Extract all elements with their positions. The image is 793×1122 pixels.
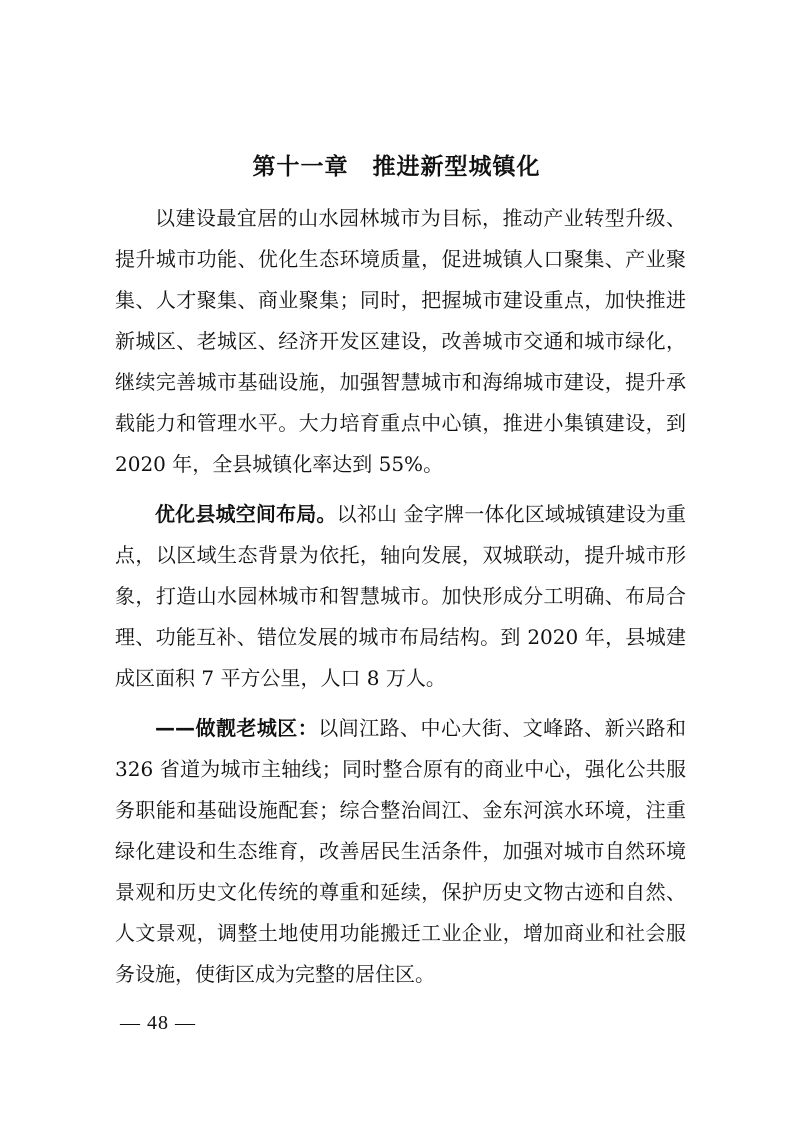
paragraph-lead: ——做靓老城区： bbox=[155, 716, 319, 740]
page-number: — 48 — bbox=[120, 1012, 196, 1034]
paragraph-county-layout bbox=[115, 494, 686, 699]
chapter-number: 第十一章 bbox=[252, 154, 349, 180]
paragraph-text: 以建设最宜居的山水园林城市为目标，推动产业转型升级、提升城市功能、优化生态环境质量，促进城镇人口聚集、产业聚集、人才聚集、商业聚集；同时，把握城市建设重点，加快推进新城区、老城区、经济开发区建设，改善城市交通和城市绿化，继续完善城市基础设施，加强智慧城市和海绵城市建设，提升承载能力和管理水平。大力培育重点中心镇，推进小集镇建设，到 2020 年，全县城镇化率达到 55%。 bbox=[115, 206, 686, 476]
paragraph-intro bbox=[115, 198, 686, 485]
paragraph-old-district bbox=[115, 708, 686, 995]
paragraph-lead: 优化县城空间布局。 bbox=[155, 502, 337, 526]
chapter-heading bbox=[0, 148, 793, 181]
chapter-title: 推进新型城镇化 bbox=[372, 154, 541, 180]
paragraph-text: 以祁山 金字牌一体化区域城镇建设为重点，以区域生态背景为依托，轴向发展，双城联动，提升城市形象，打造山水园林城市和智慧城市。加快形成分工明确、布局合理、功能互补、错位发展的城市布局结构。到 2020 年，县城建成区面积 7 平方公里，人口 8 万人。 bbox=[115, 502, 687, 690]
paragraph-text: 以闾江路、中心大街、文峰路、新兴路和 326 省道为城市主轴线；同时整合原有的商业中心，强化公共服务职能和基础设施配套；综合整治闾江、金东河滨水环境，注重绿化建设和生态维育，改善居民生活条件，加强对城市自然环境景观和历史文化传统的尊重和延续，保护历史文物古迹和自然、人文景观，调整土地使用功能搬迁工业企业，增加商业和社会服务设施，使街区成为完整的居住区。 bbox=[115, 716, 687, 986]
chapter-body bbox=[115, 198, 686, 1004]
